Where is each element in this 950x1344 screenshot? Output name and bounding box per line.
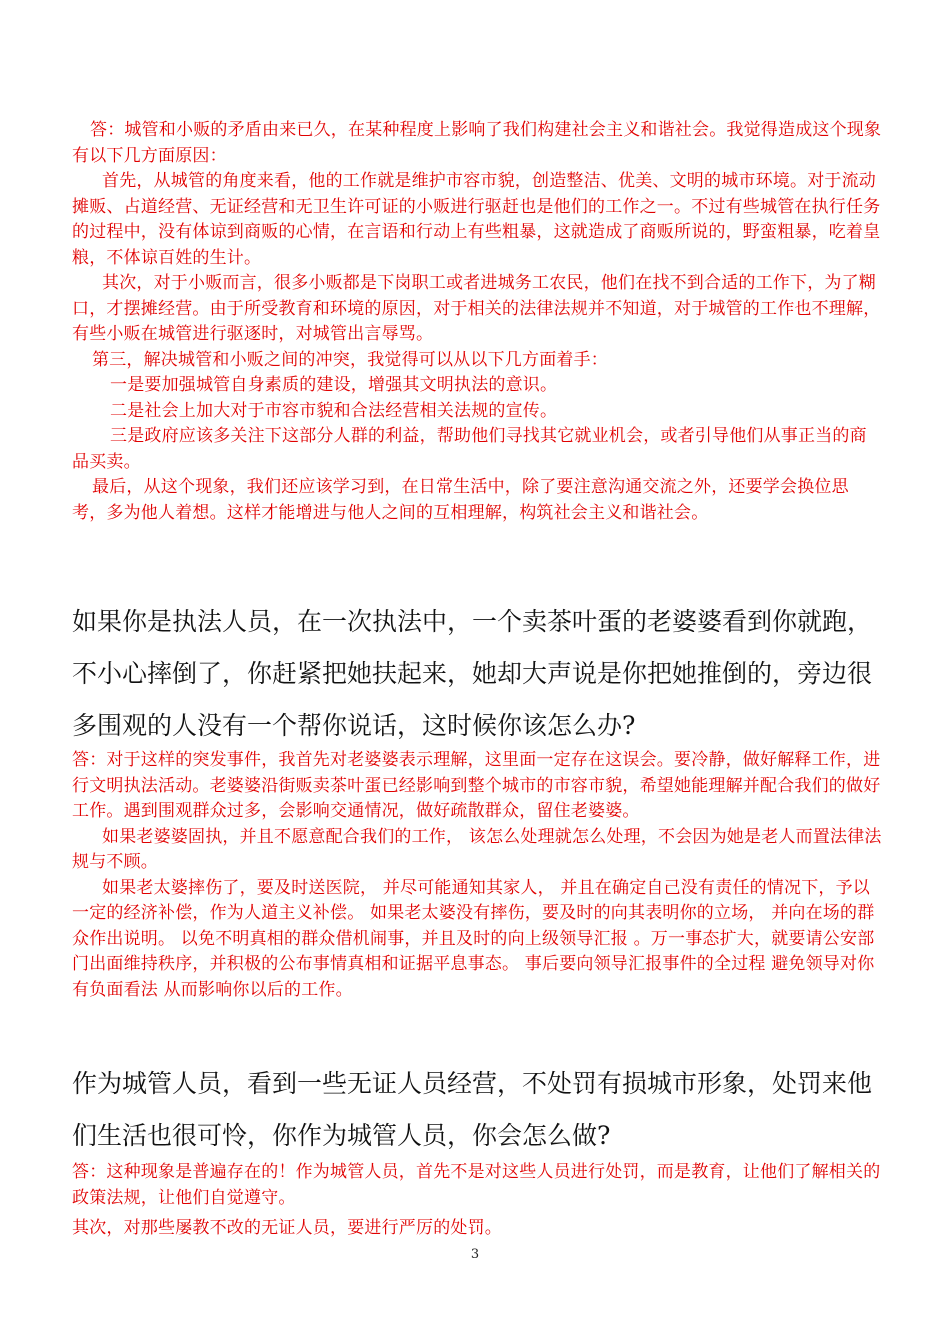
answer-paragraph: 三是政府应该多关注下这部分人群的利益，帮助他们寻找其它就业机会，或者引导他们从事正当的商品买卖。: [72, 426, 867, 472]
answer-paragraph: 答：城管和小贩的矛盾由来已久，在某种程度上影响了我们构建社会主义和谐社会。我觉得造成这个现象有以下几方面原因：: [72, 120, 882, 166]
answer-paragraph: 一是要加强城管自身素质的建设，增强其文明执法的意识。: [110, 375, 558, 395]
answer-paragraph: 答：对于这样的突发事件，我首先对老婆婆表示理解，这里面一定存在这误会。要冷静，做好解释工作，进行文明执法活动。老婆婆沿街贩卖茶叶蛋已经影响到整个城市的市容市貌，希望她能理解并配合我们的做好工作。遇到围观群众过多，会影响交通情况，做好疏散群众，留住老婆婆。: [72, 750, 881, 821]
answer-paragraph: 答：这种现象是普遍存在的！作为城管人员，首先不是对这些人员进行处罚，而是教育，让他们了解相关的政策法规，让他们自觉遵守。: [72, 1162, 881, 1208]
answer-paragraph: 其次，对于小贩而言，很多小贩都是下岗职工或者进城务工农民，他们在找不到合适的工作下，为了糊口，才摆摊经营。由于所受教育和环境的原因，对于相关的法律法规并不知道，对于城管的工作也不理解，有些小贩在城管进行驱逐时，对城管出言辱骂。: [72, 273, 881, 344]
answer-paragraph: 如果老婆婆固执，并且不愿意配合我们的工作， 该怎么处理就怎么处理，不会因为她是老人而置法律法规与不顾。: [72, 826, 882, 872]
question-3: 作为城管人员，看到一些无证人员经营，不处罚有损城市形象，处罚来他们生活也很可怜，你作为城管人员，你会怎么做?: [72, 1069, 873, 1150]
answer-paragraph: 最后，从这个现象，我们还应该学习到，在日常生活中，除了要注意沟通交流之外，还要学会换位思考，多为他人着想。这样才能增进与他人之间的互相理解，构筑社会主义和谐社会。: [72, 477, 849, 523]
answer-section-2: [72, 748, 882, 1003]
answer-section-1: [72, 118, 882, 526]
answer-section-3: [72, 1160, 882, 1242]
answer-paragraph: 二是社会上加大对于市容市貌和合法经营相关法规的宣传。: [110, 400, 558, 421]
answer-paragraph: 第三，解决城管和小贩之间的冲突，我觉得可以从以下几方面着手：: [92, 349, 608, 370]
question-2: 如果你是执法人员，在一次执法中，一个卖茶叶蛋的老婆婆看到你就跑，不小心摔倒了，你赶紧把她扶起来，她却大声说是你把她推倒的，旁边很多围观的人没有一个帮你说话，这时候你该怎么办?: [72, 607, 873, 740]
answer-paragraph: 其次，对那些屡教不改的无证人员，要进行严厉的处罚。: [72, 1218, 502, 1238]
page-number: 3: [470, 1247, 480, 1262]
answer-paragraph: 首先，从城管的角度来看，他的工作就是维护市容市貌，创造整洁、优美、文明的城市环境。对于流动摊贩、占道经营、无证经营和无卫生许可证的小贩进行驱赶也是他们的工作之一。不过有些城管在执行任务的过程中，没有体谅到商贩的心情，在言语和行动上有些粗暴，这就造成了商贩所说的，野蛮粗暴，吃着皇粮，不体谅百姓的生计。: [72, 171, 881, 268]
answer-paragraph: 如果老太婆摔伤了，要及时送医院， 并尽可能通知其家人， 并且在确定自己没有责任的情况下，予以一定的经济补偿，作为人道主义补偿。 如果老太婆没有摔伤，要及时的向其表明你的立场， 并向在场的群众作出说明。 以免不明真相的群众借机闹事，并且及时的向上级领导汇报 。万一事态扩大，就要请公安部门出面维持秩序，并积极的公布事情真相和证据平息事态。 事后要向领导汇报事件的全过程 避免领导对你有负面看法 从而影响你以后的工作。: [72, 877, 875, 1000]
